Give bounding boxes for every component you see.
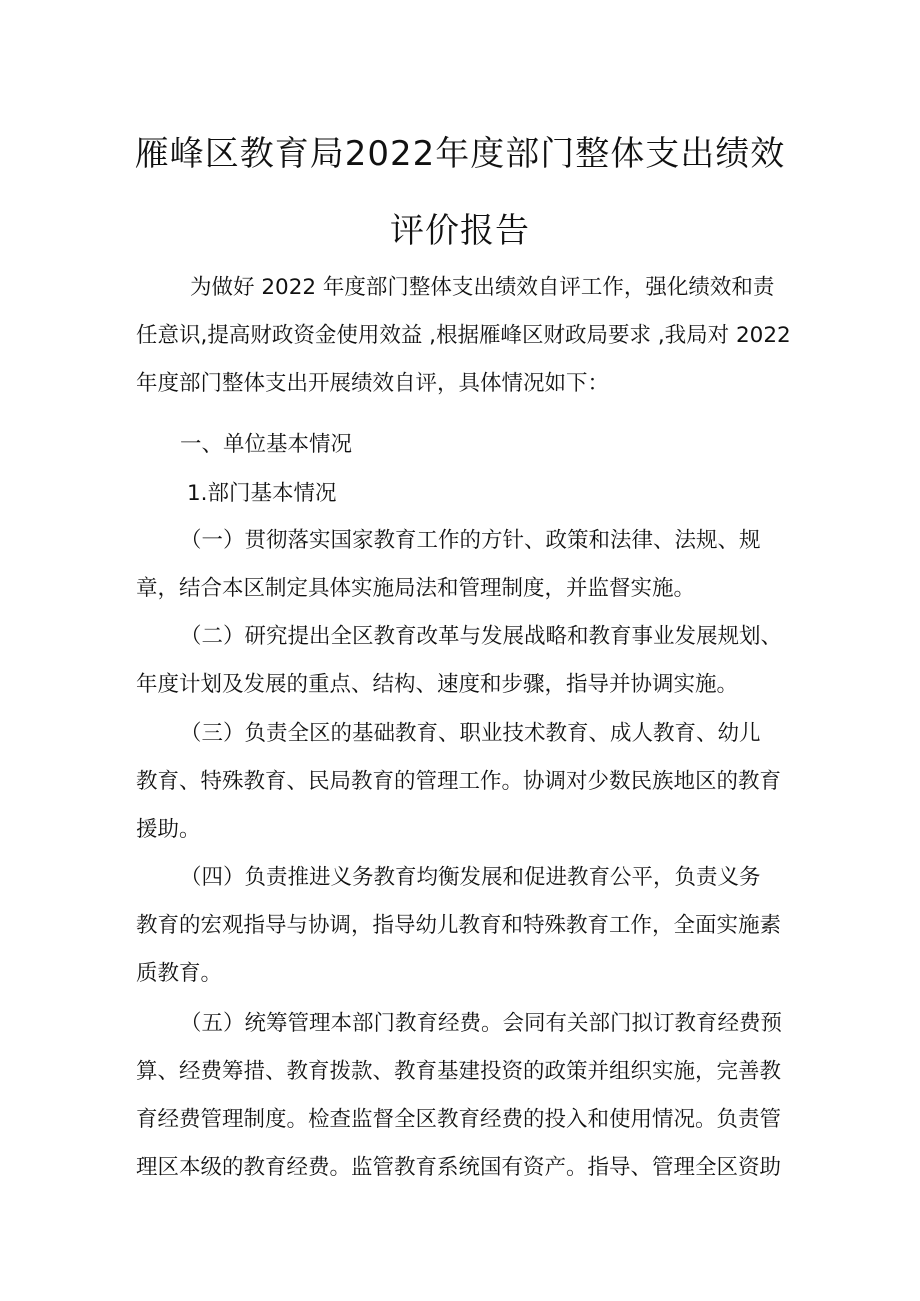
item-3-line-3: 援助。 (136, 817, 201, 842)
item-1-line-2: 章，结合本区制定具体实施局法和管理制度，并监督实施。 (136, 576, 696, 601)
item-2-line-2: 年度计划及发展的重点、结构、速度和步骤，指导并协调实施。 (136, 672, 739, 697)
item-4-line-3: 质教育。 (136, 961, 223, 986)
item-5-line-2: 算、经费筹措、教育拨款、教育基建投资的政策并组织实施，完善教 (136, 1059, 782, 1084)
document-title-line-2: 评价报告 (390, 211, 530, 251)
section-heading-1: 一、单位基本情况 (180, 432, 353, 457)
document-title-line-1: 雁峰区教育局2022年度部门整体支出绩效 (134, 134, 786, 174)
item-1-line-1: （一）贯彻落实国家教育工作的方针、政策和法律、法规、规 (180, 528, 761, 553)
item-4-line-2: 教育的宏观指导与协调，指导幼儿教育和特殊教育工作，全面实施素 (136, 913, 782, 938)
intro-paragraph-line-1: 为做好 2022 年度部门整体支出绩效自评工作，强化绩效和责 (190, 275, 775, 300)
item-5-line-4: 理区本级的教育经费。监管教育系统国有资产。指导、管理全区资助 (136, 1155, 782, 1180)
item-5-line-1: （五）统筹管理本部门教育经费。会同有关部门拟订教育经费预 (180, 1011, 783, 1036)
item-3-line-1: （三）负责全区的基础教育、职业技术教育、成人教育、幼儿 (180, 721, 761, 746)
item-4-line-1: （四）负责推进义务教育均衡发展和促进教育公平，负责义务 (180, 865, 761, 890)
item-3-line-2: 教育、特殊教育、民局教育的管理工作。协调对少数民族地区的教育 (136, 769, 782, 794)
item-2-line-1: （二）研究提出全区教育改革与发展战略和教育事业发展规划、 (180, 624, 783, 649)
intro-paragraph-line-2: 任意识,提高财政资金使用效益 ,根据雁峰区财政局要求 ,我局对 2022 (136, 323, 791, 348)
subsection-heading-1: 1.部门基本情况 (187, 481, 337, 506)
intro-paragraph-line-3: 年度部门整体支出开展绩效自评，具体情况如下： (136, 371, 610, 396)
item-5-line-3: 育经费管理制度。检查监督全区教育经费的投入和使用情况。负责管 (136, 1107, 782, 1132)
